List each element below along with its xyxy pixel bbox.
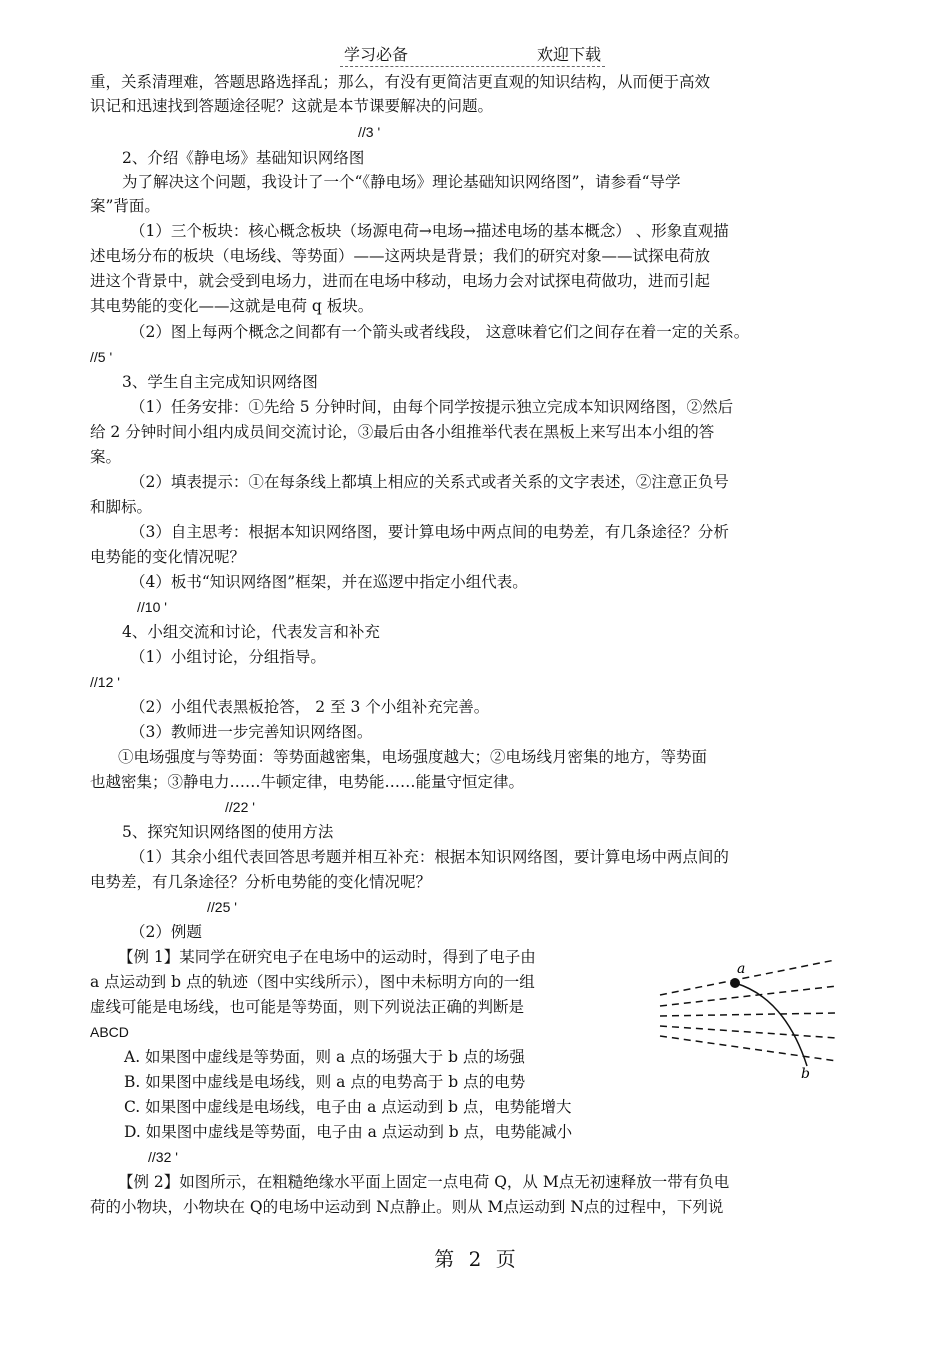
text-line: 虚线可能是电场线，也可能是等势面，则下列说法正确的判断是 <box>90 998 525 1016</box>
text-line: （1）三个板块：核心概念板块（场源电荷→电场→描述电场的基本概念） 、形象直观描 <box>130 222 729 240</box>
point-a-dot <box>730 978 740 988</box>
point-b-label: b <box>801 1066 810 1080</box>
text-line: 进这个背景中，就会受到电场力，进而在电场中移动，电场力会对试探电荷做功，进而引起 <box>90 272 711 290</box>
text-line: （1）其余小组代表回答思考题并相互补充：根据本知识网络图，要计算电场中两点间的 <box>130 848 729 866</box>
text-line: A. 如果图中虚线是等势面，则 a 点的场强大于 b 点的场强 <box>124 1048 525 1066</box>
text-line: 5、探究知识网络图的使用方法 <box>122 823 334 841</box>
page-header <box>340 40 605 67</box>
text-line: a 点运动到 b 点的轨迹（图中实线所示），图中未标明方向的一组 <box>90 973 535 991</box>
electron-trajectory <box>735 983 807 1066</box>
text-line: 述电场分布的板块（电场线、等势面）——这两块是背景；我们的研究对象——试探电荷放 <box>90 247 711 265</box>
text-line: 和脚标。 <box>90 498 153 516</box>
text-line: D. 如果图中虚线是等势面，电子由 a 点运动到 b 点，电势能减小 <box>124 1123 573 1141</box>
time-marker: //22 ' <box>225 799 255 815</box>
time-marker: ABCD <box>90 1024 129 1040</box>
text-line: 荷的小物块，小物块在 Q的电场中运动到 N点静止。则从 M点运动到 N点的过程中，下列说 <box>90 1198 724 1216</box>
dashed-lines <box>660 960 837 1061</box>
time-marker: //3 ' <box>358 124 381 140</box>
time-marker: //12 ' <box>90 674 120 690</box>
text-line: 4、小组交流和讨论，代表发言和补充 <box>122 623 380 641</box>
text-line: （2）小组代表黑板抢答， 2 至 3 个小组补充完善。 <box>130 698 490 716</box>
text-line: （3）教师进一步完善知识网络图。 <box>130 723 373 741</box>
text-line: B. 如果图中虚线是电场线，则 a 点的电势高于 b 点的电势 <box>124 1073 526 1091</box>
text-line: （2）例题 <box>130 923 202 941</box>
text-line: 为了解决这个问题，我设计了一个“《静电场》理论基础知识网络图”，请参看“导学 <box>122 173 681 191</box>
text-line: 【例 1】某同学在研究电子在电场中的运动时，得到了电子由 <box>118 948 536 966</box>
trajectory-figure <box>655 958 845 1080</box>
text-line: 【例 2】如图所示，在粗糙绝缘水平面上固定一点电荷 Q，从 M点无初速释放一带有负电 <box>118 1173 730 1191</box>
text-line: （1）任务安排：①先给 5 分钟时间，由每个同学按提示独立完成本知识网络图，②然后 <box>130 398 734 416</box>
text-line: （3）自主思考：根据本知识网络图，要计算电场中两点间的电势差，有几条途径？分析 <box>130 523 729 541</box>
time-marker: //10 ' <box>137 599 167 615</box>
text-line: 案。 <box>90 448 122 466</box>
time-marker: //32 ' <box>148 1149 178 1165</box>
page-footer: 第 2 页 <box>434 1247 516 1271</box>
field-lines-diagram <box>655 958 845 1080</box>
text-line: 也越密集；③静电力……牛顿定律，电势能……能量守恒定律。 <box>90 773 525 791</box>
text-line: 电势差，有几条途径？分析电势能的变化情况呢？ <box>90 873 432 891</box>
header-right-text: 欢迎下载 <box>536 45 601 64</box>
time-marker: //25 ' <box>207 899 237 915</box>
point-a-label: a <box>737 961 746 977</box>
text-line: 3、学生自主完成知识网络图 <box>122 373 318 391</box>
text-line: （4）板书“知识网络图”框架，并在巡逻中指定小组代表。 <box>130 573 528 591</box>
text-line: （1）小组讨论，分组指导。 <box>130 648 326 666</box>
time-marker: //5 ' <box>90 349 113 365</box>
text-line: 其电势能的变化——这就是电荷 q 板块。 <box>90 297 374 315</box>
text-line: ①电场强度与等势面：等势面越密集，电场强度越大；②电场线月密集的地方，等势面 <box>118 748 708 766</box>
text-line: C. 如果图中虚线是电场线，电子由 a 点运动到 b 点，电势能增大 <box>124 1098 572 1116</box>
text-line: 重，关系清理难，答题思路选择乱；那么，有没有更简洁更直观的知识结构，从而便于高效 <box>90 73 711 91</box>
text-line: 案”背面。 <box>90 197 160 215</box>
text-line: 识记和迅速找到答题途径呢？这就是本节课要解决的问题。 <box>90 97 494 115</box>
text-line: （2）图上每两个概念之间都有一个箭头或者线段， 这意味着它们之间存在着一定的关系。 <box>130 323 750 341</box>
text-line: 给 2 分钟时间小组内成员间交流讨论，③最后由各小组推举代表在黑板上来写出本小组的答 <box>90 423 715 441</box>
header-left-text: 学习必备 <box>344 45 409 64</box>
text-line: 电势能的变化情况呢？ <box>90 548 246 566</box>
text-line: （2）填表提示：①在每条线上都填上相应的关系式或者关系的文字表述，②注意正负号 <box>130 473 729 491</box>
text-line: 2、介绍《静电场》基础知识网络图 <box>122 149 365 167</box>
